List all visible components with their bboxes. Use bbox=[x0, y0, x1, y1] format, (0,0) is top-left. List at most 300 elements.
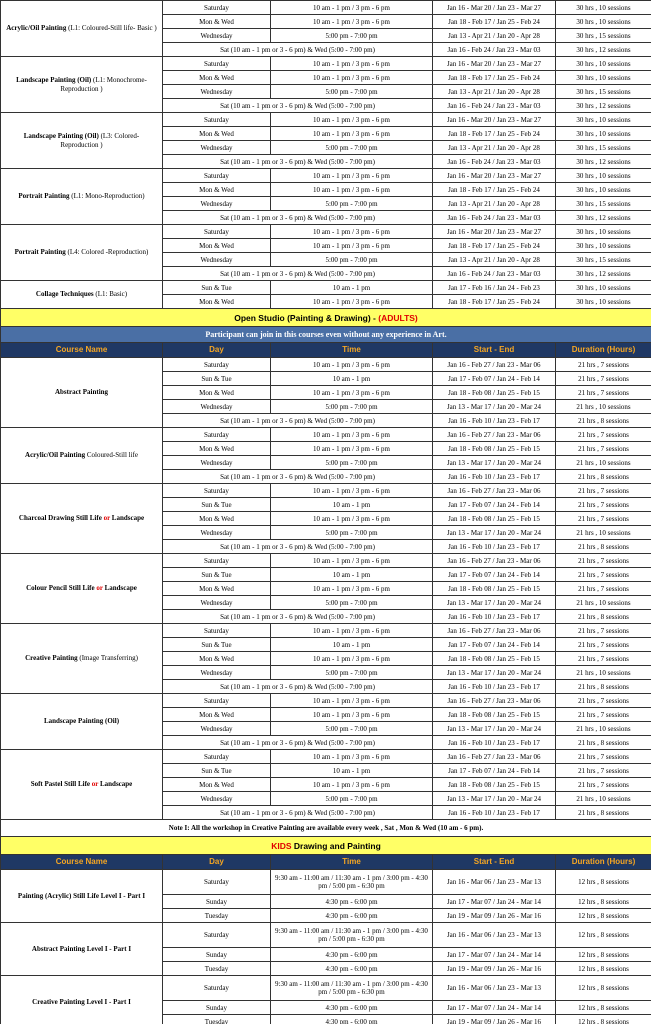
start-end-cell: Jan 16 - Feb 10 / Jan 23 - Feb 17 bbox=[433, 610, 556, 624]
day-cell: Wednesday bbox=[163, 722, 271, 736]
duration-cell: 21 hrs , 8 sessions bbox=[556, 470, 651, 484]
time-cell: 4:30 pm - 6:00 pm bbox=[271, 948, 433, 962]
header-start-end: Start - End bbox=[433, 343, 556, 358]
start-end-cell: Jan 13 - Mar 17 / Jan 20 - Mar 24 bbox=[433, 792, 556, 806]
time-cell: 10 am - 1 pm / 3 pm - 6 pm bbox=[271, 428, 433, 442]
course-name-cell bbox=[1, 169, 163, 225]
course-name: Charcoal Drawing Still Life bbox=[18, 514, 102, 523]
day-time-merged-cell: Sat (10 am - 1 pm or 3 - 6 pm) & Wed (5:00 - 7:00 pm) bbox=[163, 211, 433, 225]
time-cell: 10 am - 1 pm bbox=[271, 568, 433, 582]
duration-cell: 30 hrs , 10 sessions bbox=[556, 15, 651, 29]
day-cell: Wednesday bbox=[163, 526, 271, 540]
start-end-cell: Jan 18 - Feb 17 / Jan 25 - Feb 24 bbox=[433, 71, 556, 85]
duration-cell: 30 hrs , 12 sessions bbox=[556, 211, 651, 225]
course-name-cell bbox=[1, 923, 163, 976]
day-cell: Mon & Wed bbox=[163, 582, 271, 596]
course-name-detail: (L4: Colored -Reproduction) bbox=[65, 248, 149, 257]
day-cell: Mon & Wed bbox=[163, 652, 271, 666]
duration-cell: 21 hrs , 7 sessions bbox=[556, 638, 651, 652]
section-title-accent: (ADULTS) bbox=[378, 312, 418, 323]
start-end-cell: Jan 19 - Mar 09 / Jan 26 - Mar 16 bbox=[433, 962, 556, 976]
start-end-cell: Jan 13 - Mar 17 / Jan 20 - Mar 24 bbox=[433, 666, 556, 680]
time-cell: 10 am - 1 pm / 3 pm - 6 pm bbox=[271, 127, 433, 141]
day-cell: Sunday bbox=[163, 948, 271, 962]
start-end-cell: Jan 16 - Feb 24 / Jan 23 - Mar 03 bbox=[433, 155, 556, 169]
duration-cell: 21 hrs , 10 sessions bbox=[556, 456, 651, 470]
day-time-merged-cell: Sat (10 am - 1 pm or 3 - 6 pm) & Wed (5:00 - 7:00 pm) bbox=[163, 736, 433, 750]
table-row bbox=[1, 976, 651, 1001]
day-cell: Saturday bbox=[163, 225, 271, 239]
course-name-cell bbox=[1, 870, 163, 923]
start-end-cell: Jan 16 - Feb 10 / Jan 23 - Feb 17 bbox=[433, 540, 556, 554]
day-cell: Sun & Tue bbox=[163, 638, 271, 652]
duration-cell: 21 hrs , 8 sessions bbox=[556, 610, 651, 624]
time-cell: 9:30 am - 11:00 am / 11:30 am - 1 pm / 3:00 pm - 4:30 pm / 5:00 pm - 6:30 pm bbox=[271, 976, 433, 1001]
start-end-cell: Jan 13 - Apr 21 / Jan 20 - Apr 28 bbox=[433, 197, 556, 211]
course-name: Landscape Painting (Oil) bbox=[43, 717, 120, 726]
duration-cell: 30 hrs , 12 sessions bbox=[556, 99, 651, 113]
start-end-cell: Jan 16 - Mar 20 / Jan 23 - Mar 27 bbox=[433, 113, 556, 127]
day-time-merged-cell: Sat (10 am - 1 pm or 3 - 6 pm) & Wed (5:00 - 7:00 pm) bbox=[163, 267, 433, 281]
start-end-cell: Jan 16 - Feb 27 / Jan 23 - Mar 06 bbox=[433, 358, 556, 372]
duration-cell: 21 hrs , 8 sessions bbox=[556, 540, 651, 554]
start-end-cell: Jan 17 - Feb 07 / Jan 24 - Feb 14 bbox=[433, 764, 556, 778]
section-title-band bbox=[1, 309, 651, 327]
day-cell: Sunday bbox=[163, 895, 271, 909]
duration-cell: 21 hrs , 7 sessions bbox=[556, 484, 651, 498]
table-row bbox=[1, 225, 651, 239]
start-end-cell: Jan 13 - Apr 21 / Jan 20 - Apr 28 bbox=[433, 253, 556, 267]
time-cell: 10 am - 1 pm / 3 pm - 6 pm bbox=[271, 512, 433, 526]
day-cell: Saturday bbox=[163, 976, 271, 1001]
time-cell: 10 am - 1 pm / 3 pm - 6 pm bbox=[271, 554, 433, 568]
start-end-cell: Jan 16 - Feb 27 / Jan 23 - Mar 06 bbox=[433, 554, 556, 568]
duration-cell: 30 hrs , 10 sessions bbox=[556, 57, 651, 71]
start-end-cell: Jan 17 - Feb 07 / Jan 24 - Feb 14 bbox=[433, 498, 556, 512]
course-name: Soft Pastel Still Life bbox=[30, 780, 91, 789]
start-end-cell: Jan 16 - Feb 10 / Jan 23 - Feb 17 bbox=[433, 414, 556, 428]
course-or-word: or bbox=[103, 514, 111, 523]
start-end-cell: Jan 16 - Feb 24 / Jan 23 - Mar 03 bbox=[433, 43, 556, 57]
day-time-merged-cell: Sat (10 am - 1 pm or 3 - 6 pm) & Wed (5:00 - 7:00 pm) bbox=[163, 540, 433, 554]
time-cell: 10 am - 1 pm / 3 pm - 6 pm bbox=[271, 57, 433, 71]
time-cell: 4:30 pm - 6:00 pm bbox=[271, 895, 433, 909]
course-name-detail: (Image Transferring) bbox=[77, 654, 138, 663]
duration-cell: 30 hrs , 12 sessions bbox=[556, 43, 651, 57]
start-end-cell: Jan 16 - Feb 27 / Jan 23 - Mar 06 bbox=[433, 694, 556, 708]
day-cell: Tuesday bbox=[163, 962, 271, 976]
duration-cell: 21 hrs , 7 sessions bbox=[556, 372, 651, 386]
start-end-cell: Jan 16 - Feb 24 / Jan 23 - Mar 03 bbox=[433, 99, 556, 113]
time-cell: 4:30 pm - 6:00 pm bbox=[271, 1015, 433, 1024]
start-end-cell: Jan 16 - Feb 24 / Jan 23 - Mar 03 bbox=[433, 267, 556, 281]
duration-cell: 21 hrs , 7 sessions bbox=[556, 778, 651, 792]
start-end-cell: Jan 16 - Mar 20 / Jan 23 - Mar 27 bbox=[433, 57, 556, 71]
start-end-cell: Jan 18 - Feb 08 / Jan 25 - Feb 15 bbox=[433, 582, 556, 596]
day-cell: Wednesday bbox=[163, 400, 271, 414]
course-or-word: or bbox=[96, 584, 103, 593]
day-cell: Tuesday bbox=[163, 1015, 271, 1024]
note-text: Note I: All the workshop in Creative Painting are available every week , Sat , Mon & Wed (10 am - 6 pm). bbox=[1, 820, 651, 837]
course-name-cell bbox=[1, 554, 163, 624]
time-cell: 10 am - 1 pm / 3 pm - 6 pm bbox=[271, 1, 433, 15]
time-cell: 10 am - 1 pm bbox=[271, 764, 433, 778]
duration-cell: 30 hrs , 10 sessions bbox=[556, 71, 651, 85]
duration-cell: 21 hrs , 7 sessions bbox=[556, 358, 651, 372]
time-cell: 10 am - 1 pm / 3 pm - 6 pm bbox=[271, 183, 433, 197]
time-cell: 5:00 pm - 7:00 pm bbox=[271, 85, 433, 99]
duration-cell: 12 hrs , 8 sessions bbox=[556, 909, 651, 923]
time-cell: 10 am - 1 pm / 3 pm - 6 pm bbox=[271, 582, 433, 596]
course-name: Abstract Painting Level I - Part I bbox=[31, 944, 132, 953]
course-name-detail: (L1: Coloured-Still life- Basic ) bbox=[66, 24, 157, 33]
duration-cell: 30 hrs , 10 sessions bbox=[556, 1, 651, 15]
start-end-cell: Jan 19 - Mar 09 / Jan 26 - Mar 16 bbox=[433, 1015, 556, 1024]
course-name: Creative Painting bbox=[25, 654, 78, 663]
day-cell: Wednesday bbox=[163, 29, 271, 43]
start-end-cell: Jan 18 - Feb 08 / Jan 25 - Feb 15 bbox=[433, 386, 556, 400]
day-cell: Mon & Wed bbox=[163, 512, 271, 526]
time-cell: 10 am - 1 pm / 3 pm - 6 pm bbox=[271, 239, 433, 253]
time-cell: 5:00 pm - 7:00 pm bbox=[271, 197, 433, 211]
course-name: Creative Painting Level I - Part I bbox=[32, 997, 131, 1006]
day-time-merged-cell: Sat (10 am - 1 pm or 3 - 6 pm) & Wed (5:00 - 7:00 pm) bbox=[163, 155, 433, 169]
time-cell: 5:00 pm - 7:00 pm bbox=[271, 792, 433, 806]
time-cell: 5:00 pm - 7:00 pm bbox=[271, 253, 433, 267]
table-row bbox=[1, 57, 651, 71]
duration-cell: 12 hrs , 8 sessions bbox=[556, 870, 651, 895]
start-end-cell: Jan 17 - Mar 07 / Jan 24 - Mar 14 bbox=[433, 895, 556, 909]
day-cell: Saturday bbox=[163, 358, 271, 372]
duration-cell: 12 hrs , 8 sessions bbox=[556, 895, 651, 909]
start-end-cell: Jan 16 - Feb 27 / Jan 23 - Mar 06 bbox=[433, 484, 556, 498]
duration-cell: 21 hrs , 8 sessions bbox=[556, 736, 651, 750]
start-end-cell: Jan 17 - Feb 07 / Jan 24 - Feb 14 bbox=[433, 638, 556, 652]
duration-cell: 21 hrs , 7 sessions bbox=[556, 568, 651, 582]
time-cell: 4:30 pm - 6:00 pm bbox=[271, 962, 433, 976]
time-cell: 5:00 pm - 7:00 pm bbox=[271, 596, 433, 610]
start-end-cell: Jan 17 - Mar 07 / Jan 24 - Mar 14 bbox=[433, 948, 556, 962]
column-header-row bbox=[1, 343, 651, 358]
start-end-cell: Jan 18 - Feb 17 / Jan 25 - Feb 24 bbox=[433, 239, 556, 253]
day-cell: Tuesday bbox=[163, 909, 271, 923]
table-row bbox=[1, 624, 651, 638]
table-row bbox=[1, 750, 651, 764]
duration-cell: 21 hrs , 7 sessions bbox=[556, 764, 651, 778]
time-cell: 10 am - 1 pm bbox=[271, 281, 433, 295]
time-cell: 10 am - 1 pm bbox=[271, 498, 433, 512]
course-name-detail: Coloured-Still life bbox=[85, 451, 138, 460]
start-end-cell: Jan 19 - Mar 09 / Jan 26 - Mar 16 bbox=[433, 909, 556, 923]
start-end-cell: Jan 13 - Mar 17 / Jan 20 - Mar 24 bbox=[433, 526, 556, 540]
start-end-cell: Jan 16 - Feb 27 / Jan 23 - Mar 06 bbox=[433, 428, 556, 442]
kids-title-band bbox=[1, 837, 651, 855]
duration-cell: 30 hrs , 10 sessions bbox=[556, 113, 651, 127]
duration-cell: 21 hrs , 8 sessions bbox=[556, 806, 651, 820]
day-cell: Sun & Tue bbox=[163, 568, 271, 582]
time-cell: 10 am - 1 pm bbox=[271, 638, 433, 652]
duration-cell: 21 hrs , 10 sessions bbox=[556, 596, 651, 610]
day-cell: Saturday bbox=[163, 113, 271, 127]
course-name-suffix: Landscape bbox=[100, 780, 133, 789]
day-cell: Mon & Wed bbox=[163, 295, 271, 309]
start-end-cell: Jan 18 - Feb 17 / Jan 25 - Feb 24 bbox=[433, 183, 556, 197]
time-cell: 5:00 pm - 7:00 pm bbox=[271, 666, 433, 680]
course-name: Landscape Painting (Oil) bbox=[16, 76, 92, 84]
day-cell: Saturday bbox=[163, 624, 271, 638]
course-name-detail: (L1: Mono-Reproduction) bbox=[69, 192, 145, 201]
kids-title bbox=[1, 837, 651, 855]
start-end-cell: Jan 17 - Mar 07 / Jan 24 - Mar 14 bbox=[433, 1001, 556, 1015]
course-name: Painting (Acrylic) Still Life Level I - Part I bbox=[17, 891, 146, 900]
time-cell: 9:30 am - 11:00 am / 11:30 am - 1 pm / 3:00 pm - 4:30 pm / 5:00 pm - 6:30 pm bbox=[271, 870, 433, 895]
time-cell: 10 am - 1 pm / 3 pm - 6 pm bbox=[271, 750, 433, 764]
start-end-cell: Jan 18 - Feb 08 / Jan 25 - Feb 15 bbox=[433, 778, 556, 792]
course-name-cell bbox=[1, 358, 163, 428]
table-row bbox=[1, 554, 651, 568]
table-row bbox=[1, 1, 651, 15]
day-cell: Saturday bbox=[163, 428, 271, 442]
duration-cell: 12 hrs , 8 sessions bbox=[556, 1015, 651, 1024]
header-day: Day bbox=[163, 855, 271, 870]
day-cell: Mon & Wed bbox=[163, 183, 271, 197]
time-cell: 10 am - 1 pm / 3 pm - 6 pm bbox=[271, 225, 433, 239]
day-cell: Mon & Wed bbox=[163, 71, 271, 85]
header-course-name: Course Name bbox=[1, 855, 163, 870]
day-cell: Saturday bbox=[163, 1, 271, 15]
start-end-cell: Jan 13 - Apr 21 / Jan 20 - Apr 28 bbox=[433, 141, 556, 155]
table-row bbox=[1, 113, 651, 127]
course-name: Acrylic/Oil Painting bbox=[6, 24, 67, 33]
course-name: Portrait Painting bbox=[14, 248, 66, 257]
duration-cell: 12 hrs , 8 sessions bbox=[556, 923, 651, 948]
time-cell: 4:30 pm - 6:00 pm bbox=[271, 909, 433, 923]
header-course-name: Course Name bbox=[1, 343, 163, 358]
course-name-cell bbox=[1, 57, 163, 113]
time-cell: 10 am - 1 pm / 3 pm - 6 pm bbox=[271, 652, 433, 666]
time-cell: 10 am - 1 pm / 3 pm - 6 pm bbox=[271, 442, 433, 456]
start-end-cell: Jan 16 - Mar 20 / Jan 23 - Mar 27 bbox=[433, 169, 556, 183]
day-cell: Mon & Wed bbox=[163, 15, 271, 29]
table-row bbox=[1, 428, 651, 442]
duration-cell: 12 hrs , 8 sessions bbox=[556, 962, 651, 976]
day-cell: Mon & Wed bbox=[163, 239, 271, 253]
time-cell: 5:00 pm - 7:00 pm bbox=[271, 400, 433, 414]
time-cell: 5:00 pm - 7:00 pm bbox=[271, 456, 433, 470]
duration-cell: 21 hrs , 10 sessions bbox=[556, 526, 651, 540]
day-cell: Sun & Tue bbox=[163, 372, 271, 386]
day-cell: Saturday bbox=[163, 694, 271, 708]
duration-cell: 21 hrs , 7 sessions bbox=[556, 386, 651, 400]
day-cell: Saturday bbox=[163, 870, 271, 895]
header-duration: Duration (Hours) bbox=[556, 343, 651, 358]
day-time-merged-cell: Sat (10 am - 1 pm or 3 - 6 pm) & Wed (5:00 - 7:00 pm) bbox=[163, 470, 433, 484]
start-end-cell: Jan 18 - Feb 17 / Jan 25 - Feb 24 bbox=[433, 295, 556, 309]
start-end-cell: Jan 18 - Feb 08 / Jan 25 - Feb 15 bbox=[433, 442, 556, 456]
course-name-suffix: Landscape bbox=[111, 514, 145, 523]
course-name-detail: (L3: Colored- Reproduction ) bbox=[60, 132, 140, 149]
course-name-detail: (L1: Monochrome- Reproduction ) bbox=[60, 76, 147, 93]
note-row bbox=[1, 820, 651, 837]
time-cell: 10 am - 1 pm bbox=[271, 372, 433, 386]
course-name-cell bbox=[1, 428, 163, 484]
start-end-cell: Jan 17 - Feb 07 / Jan 24 - Feb 14 bbox=[433, 568, 556, 582]
day-cell: Wednesday bbox=[163, 141, 271, 155]
start-end-cell: Jan 18 - Feb 08 / Jan 25 - Feb 15 bbox=[433, 708, 556, 722]
day-cell: Saturday bbox=[163, 554, 271, 568]
time-cell: 10 am - 1 pm / 3 pm - 6 pm bbox=[271, 169, 433, 183]
kids-title-accent: KIDS bbox=[271, 840, 292, 851]
course-name-cell bbox=[1, 624, 163, 694]
start-end-cell: Jan 13 - Apr 21 / Jan 20 - Apr 28 bbox=[433, 29, 556, 43]
time-cell: 5:00 pm - 7:00 pm bbox=[271, 526, 433, 540]
duration-cell: 21 hrs , 7 sessions bbox=[556, 512, 651, 526]
day-cell: Mon & Wed bbox=[163, 386, 271, 400]
day-cell: Sunday bbox=[163, 1001, 271, 1015]
time-cell: 5:00 pm - 7:00 pm bbox=[271, 722, 433, 736]
duration-cell: 12 hrs , 8 sessions bbox=[556, 976, 651, 1001]
day-cell: Saturday bbox=[163, 750, 271, 764]
duration-cell: 21 hrs , 10 sessions bbox=[556, 666, 651, 680]
duration-cell: 21 hrs , 7 sessions bbox=[556, 750, 651, 764]
day-cell: Sun & Tue bbox=[163, 498, 271, 512]
day-cell: Wednesday bbox=[163, 456, 271, 470]
table-row bbox=[1, 870, 651, 895]
duration-cell: 30 hrs , 10 sessions bbox=[556, 183, 651, 197]
course-name: Portrait Painting bbox=[18, 192, 70, 201]
course-name-cell bbox=[1, 484, 163, 554]
start-end-cell: Jan 18 - Feb 08 / Jan 25 - Feb 15 bbox=[433, 512, 556, 526]
start-end-cell: Jan 18 - Feb 08 / Jan 25 - Feb 15 bbox=[433, 652, 556, 666]
duration-cell: 30 hrs , 10 sessions bbox=[556, 281, 651, 295]
duration-cell: 21 hrs , 8 sessions bbox=[556, 414, 651, 428]
course-name-cell bbox=[1, 750, 163, 820]
header-time: Time bbox=[271, 343, 433, 358]
duration-cell: 30 hrs , 15 sessions bbox=[556, 29, 651, 43]
start-end-cell: Jan 17 - Feb 16 / Jan 24 - Feb 23 bbox=[433, 281, 556, 295]
duration-cell: 21 hrs , 7 sessions bbox=[556, 554, 651, 568]
duration-cell: 30 hrs , 10 sessions bbox=[556, 239, 651, 253]
start-end-cell: Jan 16 - Mar 06 / Jan 23 - Mar 13 bbox=[433, 976, 556, 1001]
day-cell: Sun & Tue bbox=[163, 764, 271, 778]
day-cell: Mon & Wed bbox=[163, 442, 271, 456]
time-cell: 10 am - 1 pm / 3 pm - 6 pm bbox=[271, 358, 433, 372]
day-cell: Wednesday bbox=[163, 253, 271, 267]
start-end-cell: Jan 13 - Mar 17 / Jan 20 - Mar 24 bbox=[433, 400, 556, 414]
table-row bbox=[1, 484, 651, 498]
day-cell: Saturday bbox=[163, 57, 271, 71]
course-name-detail: (L1: Basic) bbox=[93, 290, 128, 299]
duration-cell: 21 hrs , 7 sessions bbox=[556, 652, 651, 666]
time-cell: 10 am - 1 pm / 3 pm - 6 pm bbox=[271, 708, 433, 722]
time-cell: 9:30 am - 11:00 am / 11:30 am - 1 pm / 3:00 pm - 4:30 pm / 5:00 pm - 6:30 pm bbox=[271, 923, 433, 948]
start-end-cell: Jan 16 - Feb 10 / Jan 23 - Feb 17 bbox=[433, 806, 556, 820]
day-time-merged-cell: Sat (10 am - 1 pm or 3 - 6 pm) & Wed (5:00 - 7:00 pm) bbox=[163, 43, 433, 57]
start-end-cell: Jan 16 - Feb 10 / Jan 23 - Feb 17 bbox=[433, 736, 556, 750]
day-cell: Wednesday bbox=[163, 85, 271, 99]
duration-cell: 21 hrs , 7 sessions bbox=[556, 708, 651, 722]
time-cell: 10 am - 1 pm / 3 pm - 6 pm bbox=[271, 386, 433, 400]
start-end-cell: Jan 16 - Mar 20 / Jan 23 - Mar 27 bbox=[433, 225, 556, 239]
table-row bbox=[1, 694, 651, 708]
day-cell: Mon & Wed bbox=[163, 708, 271, 722]
table-row bbox=[1, 169, 651, 183]
day-cell: Wednesday bbox=[163, 666, 271, 680]
duration-cell: 21 hrs , 8 sessions bbox=[556, 680, 651, 694]
duration-cell: 21 hrs , 10 sessions bbox=[556, 722, 651, 736]
duration-cell: 30 hrs , 15 sessions bbox=[556, 141, 651, 155]
day-cell: Wednesday bbox=[163, 197, 271, 211]
start-end-cell: Jan 13 - Mar 17 / Jan 20 - Mar 24 bbox=[433, 596, 556, 610]
duration-cell: 21 hrs , 7 sessions bbox=[556, 624, 651, 638]
course-or-word: or bbox=[91, 780, 99, 789]
duration-cell: 30 hrs , 12 sessions bbox=[556, 267, 651, 281]
duration-cell: 30 hrs , 10 sessions bbox=[556, 225, 651, 239]
table-row bbox=[1, 923, 651, 948]
day-cell: Sun & Tue bbox=[163, 281, 271, 295]
time-cell: 10 am - 1 pm / 3 pm - 6 pm bbox=[271, 484, 433, 498]
header-time: Time bbox=[271, 855, 433, 870]
duration-cell: 21 hrs , 10 sessions bbox=[556, 792, 651, 806]
duration-cell: 30 hrs , 15 sessions bbox=[556, 197, 651, 211]
start-end-cell: Jan 16 - Mar 06 / Jan 23 - Mar 13 bbox=[433, 923, 556, 948]
time-cell: 10 am - 1 pm / 3 pm - 6 pm bbox=[271, 694, 433, 708]
start-end-cell: Jan 13 - Mar 17 / Jan 20 - Mar 24 bbox=[433, 456, 556, 470]
day-cell: Wednesday bbox=[163, 792, 271, 806]
time-cell: 10 am - 1 pm / 3 pm - 6 pm bbox=[271, 295, 433, 309]
duration-cell: 21 hrs , 7 sessions bbox=[556, 498, 651, 512]
day-time-merged-cell: Sat (10 am - 1 pm or 3 - 6 pm) & Wed (5:00 - 7:00 pm) bbox=[163, 610, 433, 624]
time-cell: 10 am - 1 pm / 3 pm - 6 pm bbox=[271, 624, 433, 638]
time-cell: 4:30 pm - 6:00 pm bbox=[271, 1001, 433, 1015]
course-name-cell bbox=[1, 976, 163, 1024]
duration-cell: 30 hrs , 10 sessions bbox=[556, 127, 651, 141]
day-cell: Mon & Wed bbox=[163, 778, 271, 792]
day-time-merged-cell: Sat (10 am - 1 pm or 3 - 6 pm) & Wed (5:00 - 7:00 pm) bbox=[163, 680, 433, 694]
course-name: Landscape Painting (Oil) bbox=[23, 132, 99, 140]
start-end-cell: Jan 16 - Feb 10 / Jan 23 - Feb 17 bbox=[433, 680, 556, 694]
duration-cell: 12 hrs , 8 sessions bbox=[556, 1001, 651, 1015]
section-subtitle: Participant can join in this courses even without any experience in Art. bbox=[1, 327, 651, 343]
duration-cell: 21 hrs , 10 sessions bbox=[556, 400, 651, 414]
start-end-cell: Jan 18 - Feb 17 / Jan 25 - Feb 24 bbox=[433, 15, 556, 29]
course-name: Collage Techniques bbox=[35, 290, 94, 299]
table-row bbox=[1, 281, 651, 295]
time-cell: 10 am - 1 pm / 3 pm - 6 pm bbox=[271, 113, 433, 127]
day-cell: Mon & Wed bbox=[163, 127, 271, 141]
start-end-cell: Jan 16 - Feb 27 / Jan 23 - Mar 06 bbox=[433, 624, 556, 638]
duration-cell: 30 hrs , 10 sessions bbox=[556, 169, 651, 183]
course-name-cell bbox=[1, 281, 163, 309]
start-end-cell: Jan 17 - Feb 07 / Jan 24 - Feb 14 bbox=[433, 372, 556, 386]
day-time-merged-cell: Sat (10 am - 1 pm or 3 - 6 pm) & Wed (5:00 - 7:00 pm) bbox=[163, 99, 433, 113]
start-end-cell: Jan 18 - Feb 17 / Jan 25 - Feb 24 bbox=[433, 127, 556, 141]
time-cell: 10 am - 1 pm / 3 pm - 6 pm bbox=[271, 71, 433, 85]
day-time-merged-cell: Sat (10 am - 1 pm or 3 - 6 pm) & Wed (5:00 - 7:00 pm) bbox=[163, 414, 433, 428]
header-start-end: Start - End bbox=[433, 855, 556, 870]
header-day: Day bbox=[163, 343, 271, 358]
start-end-cell: Jan 13 - Apr 21 / Jan 20 - Apr 28 bbox=[433, 85, 556, 99]
time-cell: 10 am - 1 pm / 3 pm - 6 pm bbox=[271, 778, 433, 792]
day-time-merged-cell: Sat (10 am - 1 pm or 3 - 6 pm) & Wed (5:00 - 7:00 pm) bbox=[163, 806, 433, 820]
course-name-cell bbox=[1, 225, 163, 281]
duration-cell: 21 hrs , 7 sessions bbox=[556, 582, 651, 596]
course-name: Acrylic/Oil Painting bbox=[25, 451, 86, 460]
course-name-cell bbox=[1, 113, 163, 169]
time-cell: 5:00 pm - 7:00 pm bbox=[271, 141, 433, 155]
section-title-text: Open Studio (Painting & Drawing) - bbox=[234, 312, 376, 323]
start-end-cell: Jan 16 - Feb 24 / Jan 23 - Mar 03 bbox=[433, 211, 556, 225]
